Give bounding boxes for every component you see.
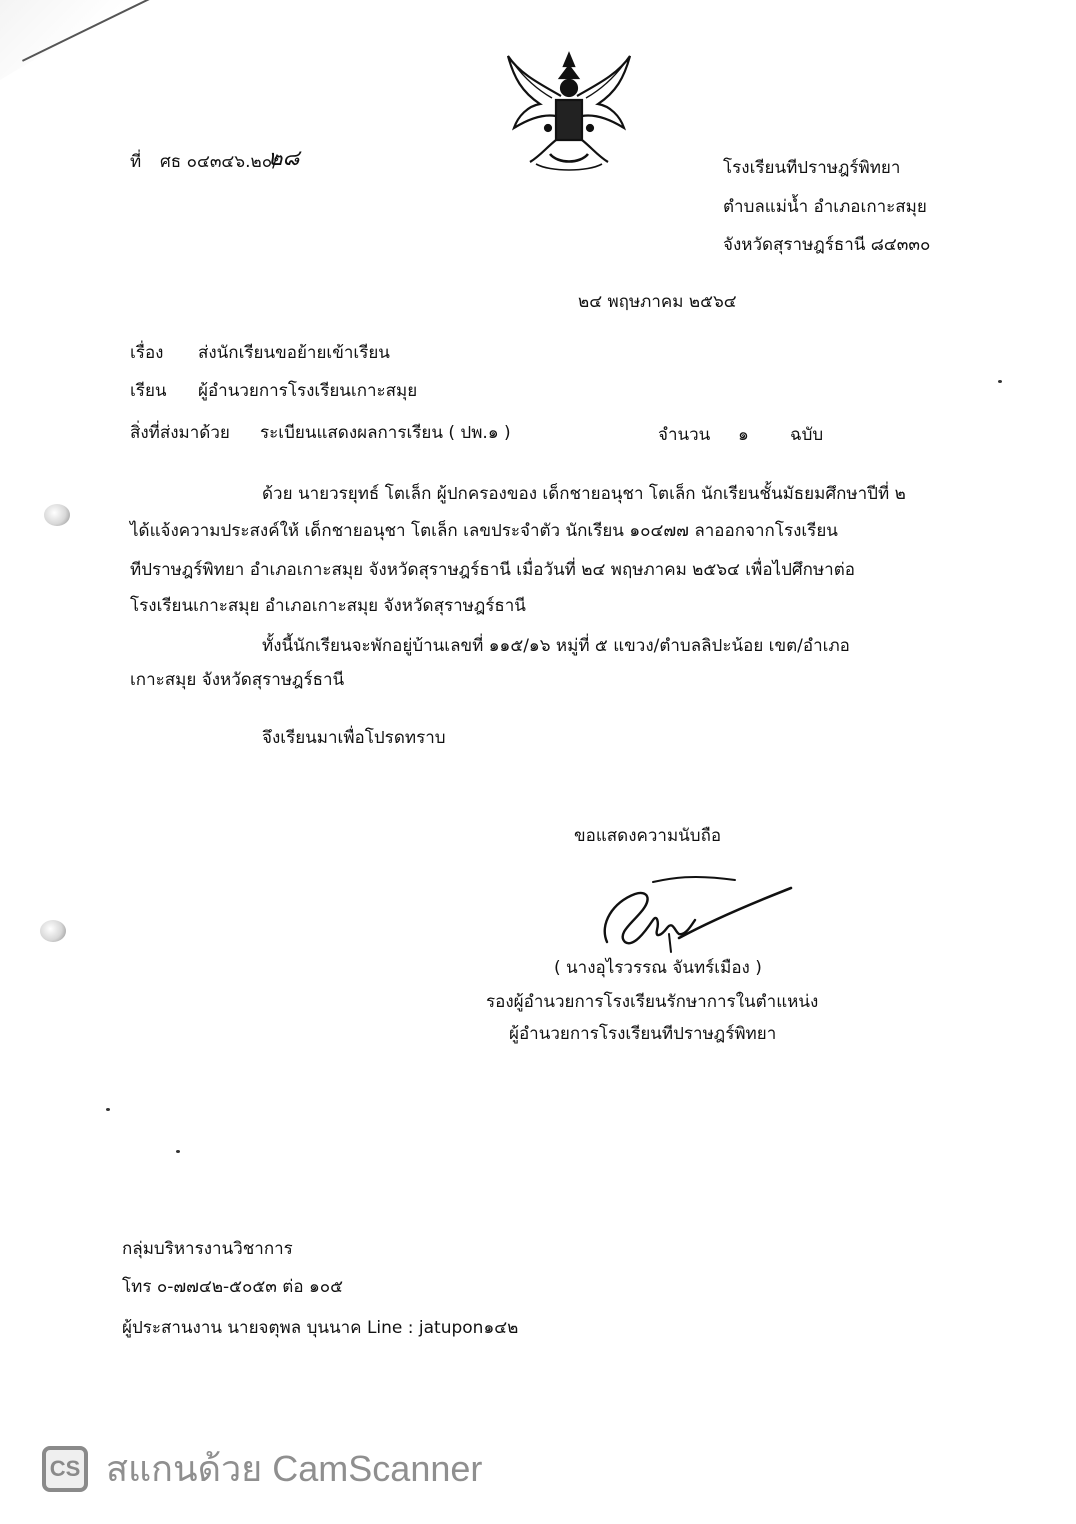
scan-speck	[998, 380, 1002, 383]
scan-speck	[106, 1108, 110, 1111]
letter-date: ๒๔ พฤษภาคม ๒๕๖๔	[578, 292, 737, 312]
enclosure-count: ๑	[738, 425, 749, 445]
reference-number-handwritten: ๒๘	[268, 146, 300, 171]
garuda-emblem-icon	[500, 44, 638, 176]
signer-position-line-1: รองผู้อำนวยการโรงเรียนรักษาการในตำแหน่ง	[486, 992, 819, 1012]
punch-hole	[44, 504, 70, 526]
enclosure-label: สิ่งที่ส่งมาด้วย	[130, 423, 230, 443]
camscanner-watermark	[42, 1440, 482, 1497]
enclosure-count-unit: ฉบับ	[790, 425, 824, 445]
reference-label: ที่	[130, 152, 142, 172]
body-paragraph-line: ได้แจ้งความประสงค์ให้ เด็กชายอนุชา โตเล็ก เลขประจำตัว นักเรียน ๑๐๔๗๗ ลาออกจากโรงเรียน	[130, 521, 838, 541]
regards-text: ขอแสดงความนับถือ	[574, 826, 722, 846]
sender-address-line-3: จังหวัดสุราษฎร์ธานี ๘๔๓๓๐	[723, 235, 931, 255]
body-paragraph-line: เกาะสมุย จังหวัดสุราษฎร์ธานี	[130, 670, 345, 690]
coordinator-text: ผู้ประสานงาน นายจตุพล บุนนาค Line : jatupon๑๔๒	[122, 1318, 519, 1338]
recipient-label: เรียน	[130, 381, 167, 401]
enclosure-text: ระเบียนแสดงผลการเรียน ( ปพ.๑ )	[260, 423, 511, 443]
department-text: กลุ่มบริหารงานวิชาการ	[122, 1239, 293, 1259]
closing-sentence: จึงเรียนมาเพื่อโปรดทราบ	[262, 728, 446, 748]
body-paragraph-line: ด้วย นายวรยุทธ์ โตเล็ก ผู้ปกครองของ เด็กชายอนุชา โตเล็ก นักเรียนชั้นมัธยมศึกษาปีที่ ๒	[262, 484, 906, 504]
signer-name: ( นางอุไรวรรณ จันทร์เมือง )	[554, 958, 762, 978]
punch-hole	[40, 920, 66, 942]
enclosure-count-label: จำนวน	[658, 425, 711, 445]
watermark-text: สแกนด้วย CamScanner	[106, 1448, 483, 1489]
body-paragraph-line: ทั้งนี้นักเรียนจะพักอยู่บ้านเลขที่ ๑๑๕/๑๖ หมู่ที่ ๕ แขวง/ตำบลลิปะน้อย เขต/อำเภอ	[262, 636, 850, 656]
camscanner-logo-icon: CS	[42, 1446, 88, 1492]
handwritten-signature	[595, 872, 805, 962]
subject-label: เรื่อง	[130, 343, 164, 363]
sender-address-line-1: โรงเรียนทีปราษฎร์พิทยา	[723, 158, 901, 178]
body-paragraph-line: โรงเรียนเกาะสมุย อำเภอเกาะสมุย จังหวัดสุราษฎร์ธานี	[130, 596, 526, 616]
reference-number: ศธ ๐๔๓๔๖.๒๐/	[160, 152, 278, 172]
phone-text: โทร ๐-๗๗๔๒-๕๐๕๓ ต่อ ๑๐๕	[122, 1277, 343, 1297]
body-paragraph-line: ทีปราษฎร์พิทยา อำเภอเกาะสมุย จังหวัดสุราษฎร์ธานี เมื่อวันที่ ๒๔ พฤษภาคม ๒๕๖๔ เพื่อไปศึกษาต่อ	[130, 560, 855, 580]
sender-address-line-2: ตำบลแม่น้ำ อำเภอเกาะสมุย	[723, 197, 927, 217]
signer-position-line-2: ผู้อำนวยการโรงเรียนทีปราษฎร์พิทยา	[509, 1024, 777, 1044]
recipient-text: ผู้อำนวยการโรงเรียนเกาะสมุย	[198, 381, 418, 401]
subject-text: ส่งนักเรียนขอย้ายเข้าเรียน	[198, 343, 390, 363]
scan-speck	[176, 1150, 180, 1153]
